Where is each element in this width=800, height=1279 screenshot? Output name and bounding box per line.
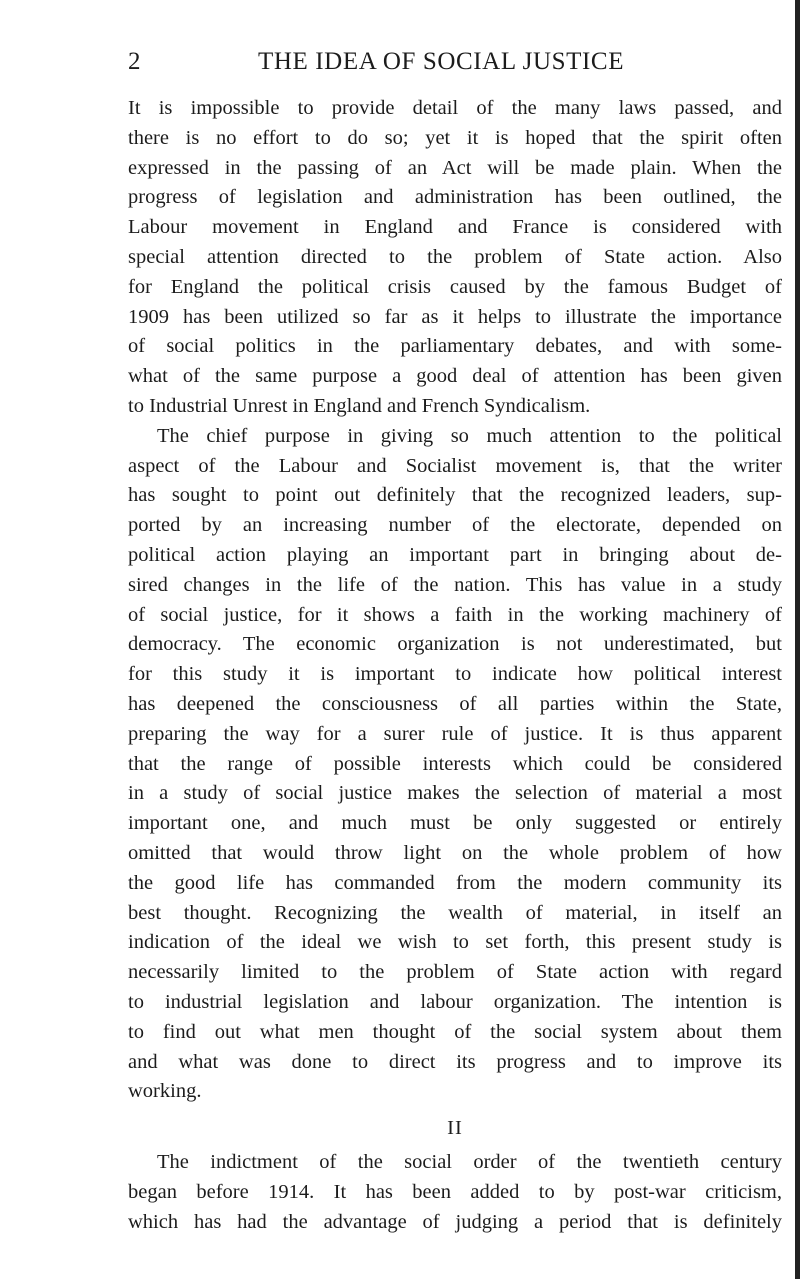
text-line: has sought to point out definitely that the recognized leaders, sup- <box>128 484 782 507</box>
text-line: It is impossible to provide detail of the many laws passed, and <box>128 97 782 119</box>
text-line: that the range of possible interests which could be considered <box>128 752 782 775</box>
text-line: The indictment of the social order of the twentieth century <box>157 1151 782 1174</box>
text-line: progress of legislation and administration has been outlined, the <box>128 186 782 209</box>
paragraph-3 <box>128 1148 782 1237</box>
running-title: THE IDEA OF SOCIAL JUSTICE <box>258 48 625 75</box>
text-line: in a study of social justice makes the selection of material a most <box>128 782 782 805</box>
text-line: of social justice, for it shows a faith in the working machinery of <box>128 603 782 626</box>
text-line: to Industrial Unrest in England and French Syndicalism. <box>128 394 591 417</box>
text-line: expressed in the passing of an Act will be made plain. When the <box>128 156 782 179</box>
text-line: began before 1914. It has been added to by post-war criticism, <box>128 1180 782 1203</box>
text-line: what of the same purpose a good deal of attention has been given <box>128 365 782 388</box>
text-line: omitted that would throw light on the whole problem of how <box>128 841 782 864</box>
text-line: sired changes in the life of the nation. This has value in a study <box>128 573 782 596</box>
text-line: ported by an increasing number of the electorate, depended on <box>128 514 782 537</box>
page-number: 2 <box>128 48 141 75</box>
paragraph-1 <box>128 94 782 422</box>
text-line: necessarily limited to the problem of State action with regard <box>128 961 782 984</box>
text-line: for England the political crisis caused by the famous Budget of <box>128 275 782 298</box>
text-line: working. <box>128 1080 202 1103</box>
text-line: special attention directed to the problem of State action. Also <box>128 245 782 268</box>
text-line: democracy. The economic organization is not underestimated, but <box>128 633 782 656</box>
text-line: has deepened the consciousness of all parties within the State, <box>128 692 782 715</box>
text-line: which has had the advantage of judging a period that is definitely <box>128 1210 782 1233</box>
text-line: Labour movement in England and France is considered with <box>128 216 782 239</box>
text-line: 1909 has been utilized so far as it helps to illustrate the importance <box>128 305 782 328</box>
text-line: important one, and much must be only suggested or entirely <box>128 812 782 835</box>
paragraph-2 <box>128 422 782 1107</box>
text-line: indication of the ideal we wish to set forth, this present study is <box>128 931 782 954</box>
body-text <box>128 94 782 1237</box>
text-line: preparing the way for a surer rule of justice. It is thus apparent <box>128 722 782 745</box>
text-line: best thought. Recognizing the wealth of material, in itself an <box>128 901 782 924</box>
running-header <box>128 48 788 82</box>
text-line: aspect of the Labour and Socialist movement is, that the writer <box>128 454 782 477</box>
page-edge-border <box>795 0 800 1279</box>
text-line: for this study it is important to indicate how political interest <box>128 663 782 686</box>
text-line: there is no effort to do so; yet it is hoped that the spirit often <box>128 126 782 149</box>
text-line: the good life has commanded from the modern community its <box>128 871 782 894</box>
text-line: to industrial legislation and labour organization. The intention is <box>128 990 782 1013</box>
text-line: of social politics in the parliamentary debates, and with some- <box>128 335 782 358</box>
section-number: II <box>447 1117 463 1140</box>
text-line: political action playing an important part in bringing about de- <box>128 543 782 566</box>
text-line: and what was done to direct its progress and to improve its <box>128 1050 782 1073</box>
text-line: The chief purpose in giving so much attention to the political <box>157 424 782 447</box>
text-line: to find out what men thought of the social system about them <box>128 1020 782 1043</box>
